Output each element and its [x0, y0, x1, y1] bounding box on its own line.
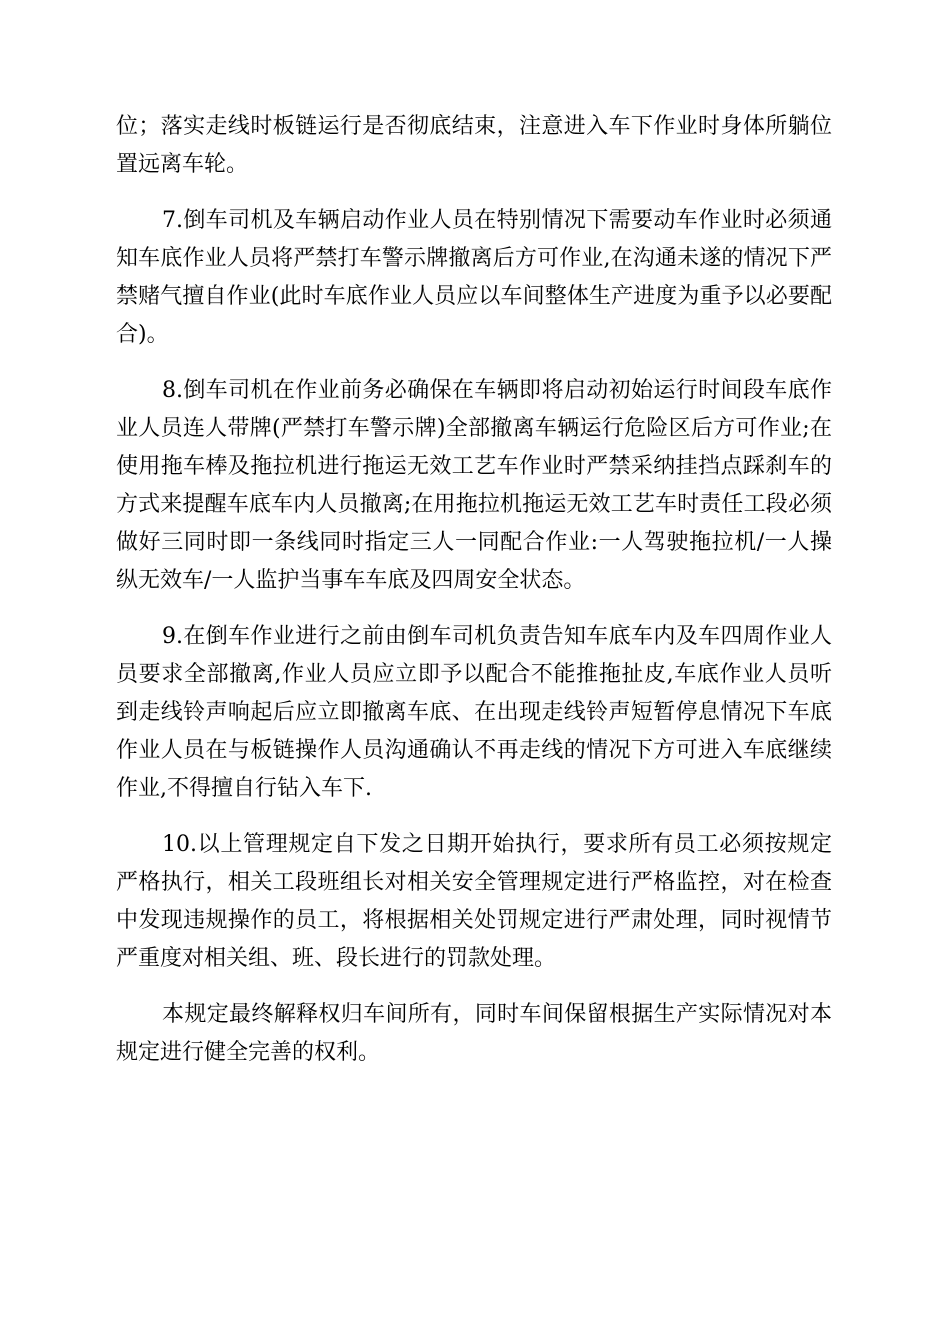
document-body — [116, 108, 832, 1090]
paragraph-item-8: 8.倒车司机在作业前务必确保在车辆即将启动初始运行时间段车底作业人员连人带牌(严禁打车警示牌)全部撤离车辆运行危险区后方可作业;在使用拖车棒及拖拉机进行拖运无效工艺车作业时严禁采纳挂挡点踩刹车的方式来提醒车底车内人员撤离;在用拖拉机拖运无效工艺车时责任工段必须做好三同时即一条线同时指定三人一同配合作业:一人驾驶拖拉机/一人操纵无效车/一人监护当事车车底及四周安全状态。 — [116, 378, 832, 593]
paragraph-continuation: 位；落实走线时板链运行是否彻底结束，注意进入车下作业时身体所躺位置远离车轮。 — [116, 114, 832, 177]
paragraph-closing-statement: 本规定最终解释权归车间所有，同时车间保留根据生产实际情况对本规定进行健全完善的权利。 — [116, 1002, 832, 1065]
paragraph-item-7: 7.倒车司机及车辆启动作业人员在特别情况下需要动车作业时必须通知车底作业人员将严禁打车警示牌撤离后方可作业,在沟通未遂的情况下严禁赌气擅自作业(此时车底作业人员应以车间整体生产进度为重予以必要配合)。 — [116, 208, 832, 347]
paragraph-item-9: 9.在倒车作业进行之前由倒车司机负责告知车底车内及车四周作业人员要求全部撤离,作业人员应立即予以配合不能推拖扯皮,车底作业人员听到走线铃声响起后应立即撤离车底、在出现走线铃声短暂停息情况下车底作业人员在与板链操作人员沟通确认不再走线的情况下方可进入车底继续作业,不得擅自行钻入车下. — [116, 624, 832, 801]
paragraph-item-10: 10.以上管理规定自下发之日期开始执行，要求所有员工必须按规定严格执行，相关工段班组长对相关安全管理规定进行严格监控，对在检查中发现违规操作的员工，将根据相关处罚规定进行严肃处理，同时视情节严重度对相关组、班、段长进行的罚款处理。 — [116, 832, 832, 971]
